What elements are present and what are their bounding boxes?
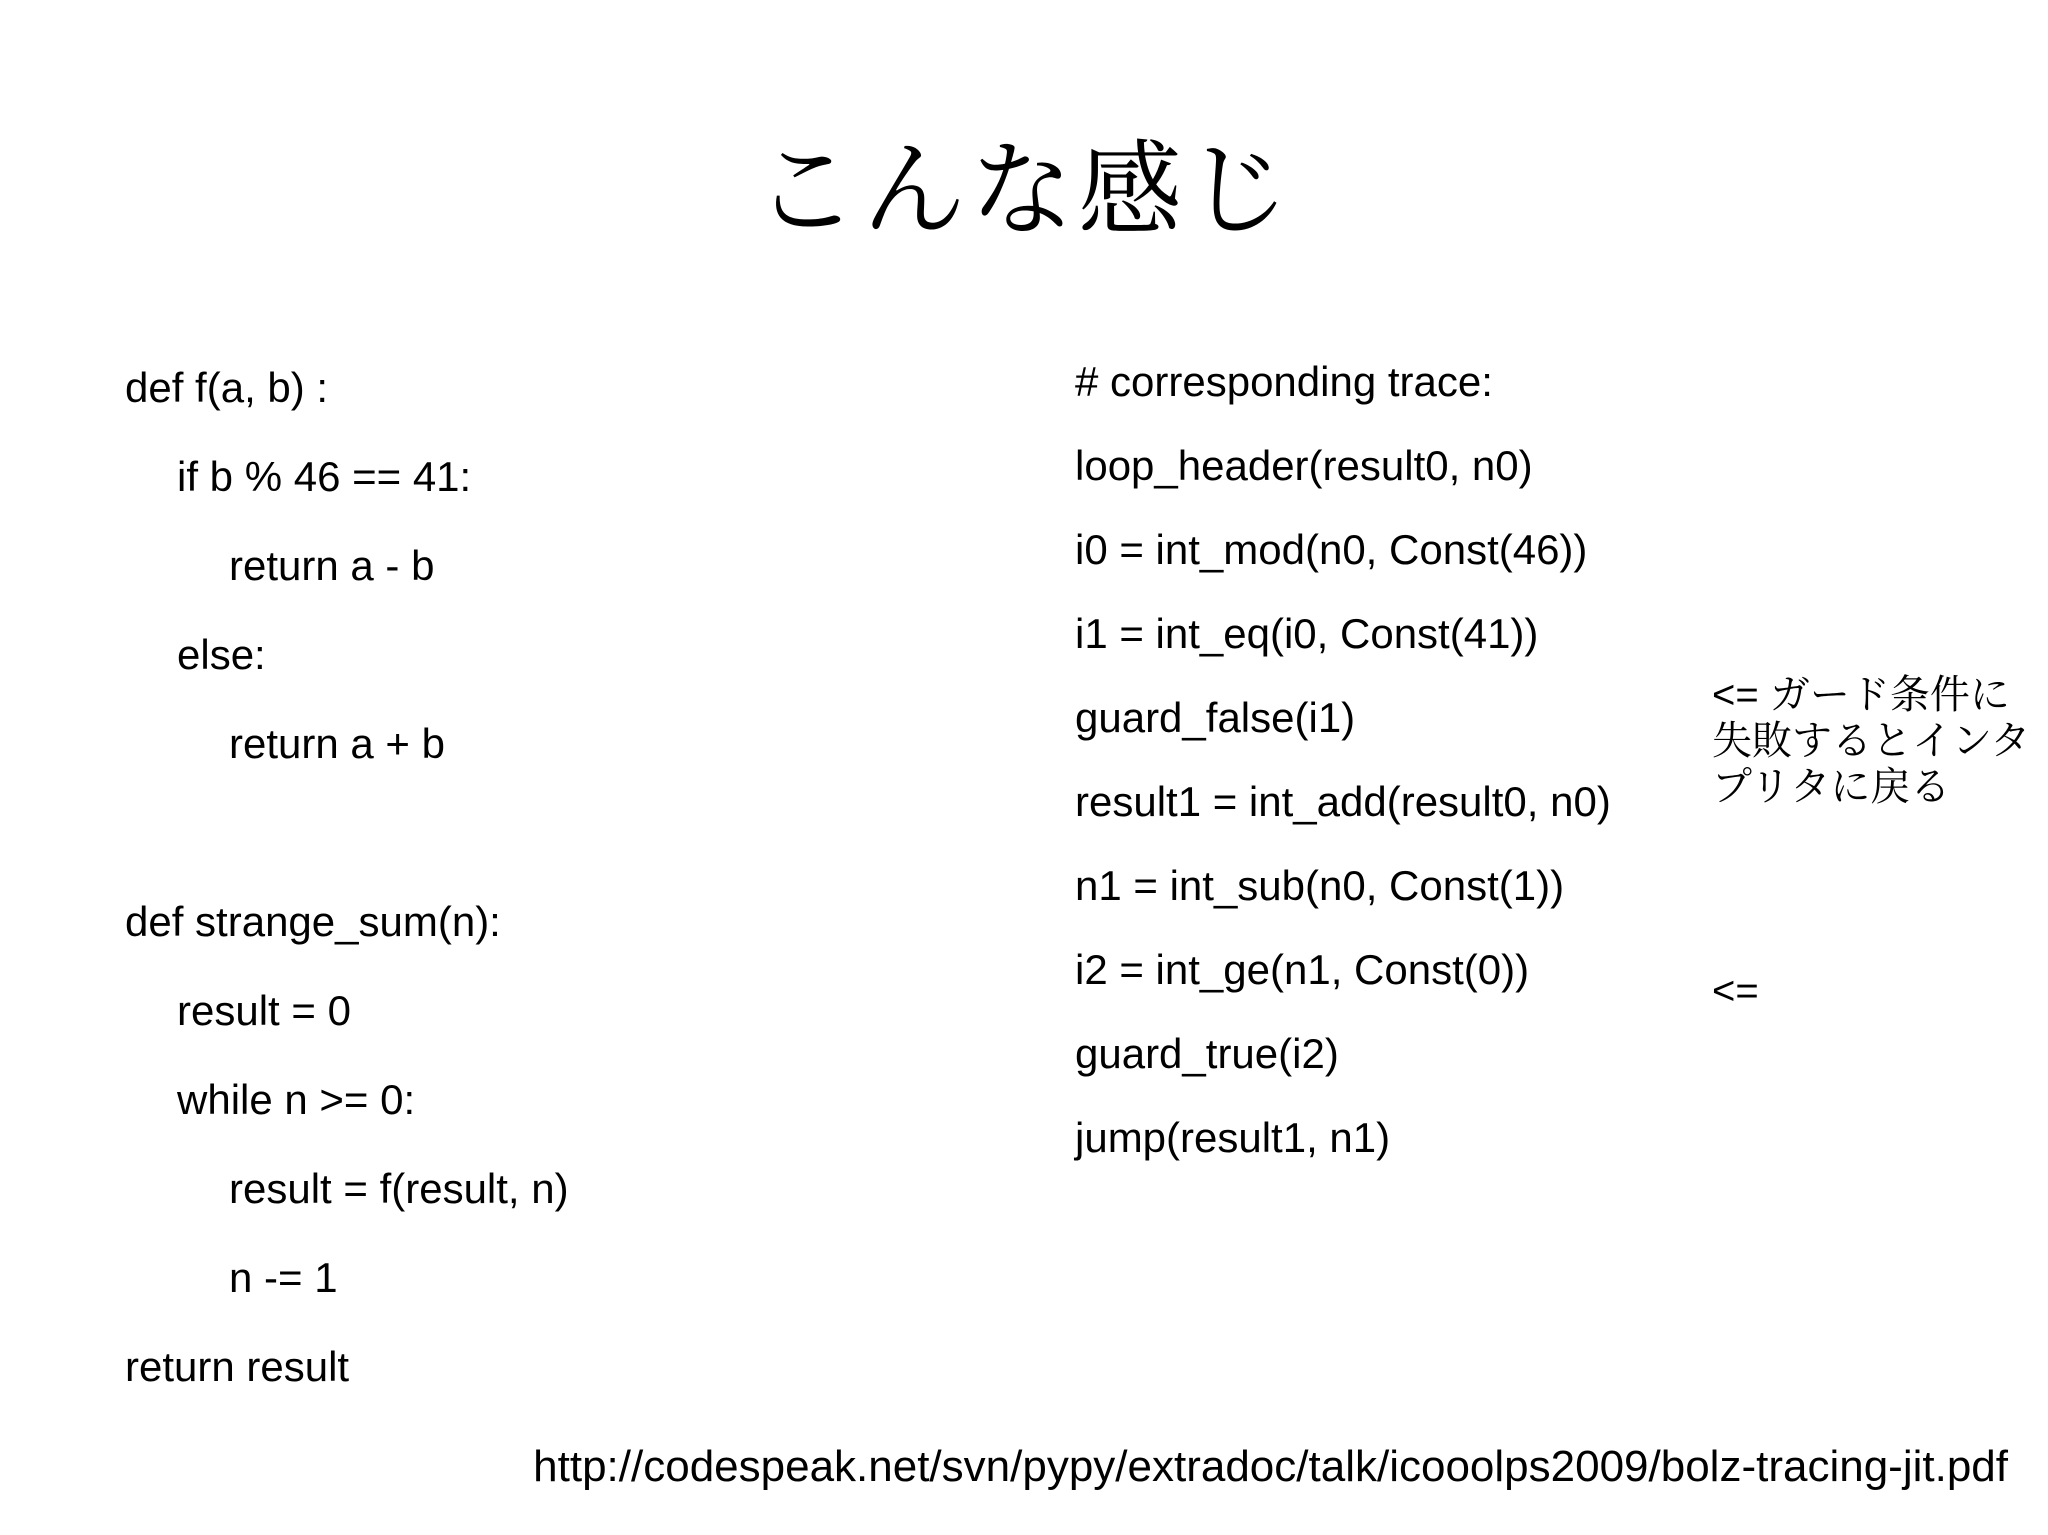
code-line: return a + b [229,720,445,767]
trace-line: # corresponding trace: [1075,358,1493,405]
trace-line: i2 = int_ge(n1, Const(0)) [1075,946,1530,993]
trace-line: i1 = int_eq(i0, Const(41)) [1075,610,1539,657]
second-annotation [1712,968,2042,1014]
arrow-marker: <= [1712,673,1759,717]
arrow-marker: <= [1712,969,1759,1013]
trace-line: result1 = int_add(result0, n0) [1075,778,1611,825]
source-url: http://codespeak.net/svn/pypy/extradoc/talk/icooolps2009/bolz-tracing-jit.pdf [533,1442,2008,1491]
code-line: else: [177,631,266,678]
code-line: while n >= 0: [177,1076,416,1123]
code-line: return a - b [229,542,435,589]
slide-title: こんな感じ [753,129,1294,251]
trace-line: guard_true(i2) [1075,1030,1339,1077]
code-line: if b % 46 == 41: [177,453,472,500]
trace-line: n1 = int_sub(n0, Const(1)) [1075,862,1565,909]
trace-line: jump(result1, n1) [1075,1114,1391,1161]
guard-annotation-text: ガード条件に失敗するとインタプリタに戻る [1712,672,2031,810]
trace-line: guard_false(i1) [1075,694,1356,741]
code-line: def f(a, b) : [125,364,329,411]
code-line: return result [125,1343,350,1390]
code-line: n -= 1 [229,1254,338,1301]
code-line: result = f(result, n) [229,1165,569,1212]
code-line: def strange_sum(n): [125,898,501,945]
guard-annotation [1712,672,2042,810]
trace-line: i0 = int_mod(n0, Const(46)) [1075,526,1588,573]
trace-line: loop_header(result0, n0) [1075,442,1533,489]
code-line: result = 0 [177,987,351,1034]
